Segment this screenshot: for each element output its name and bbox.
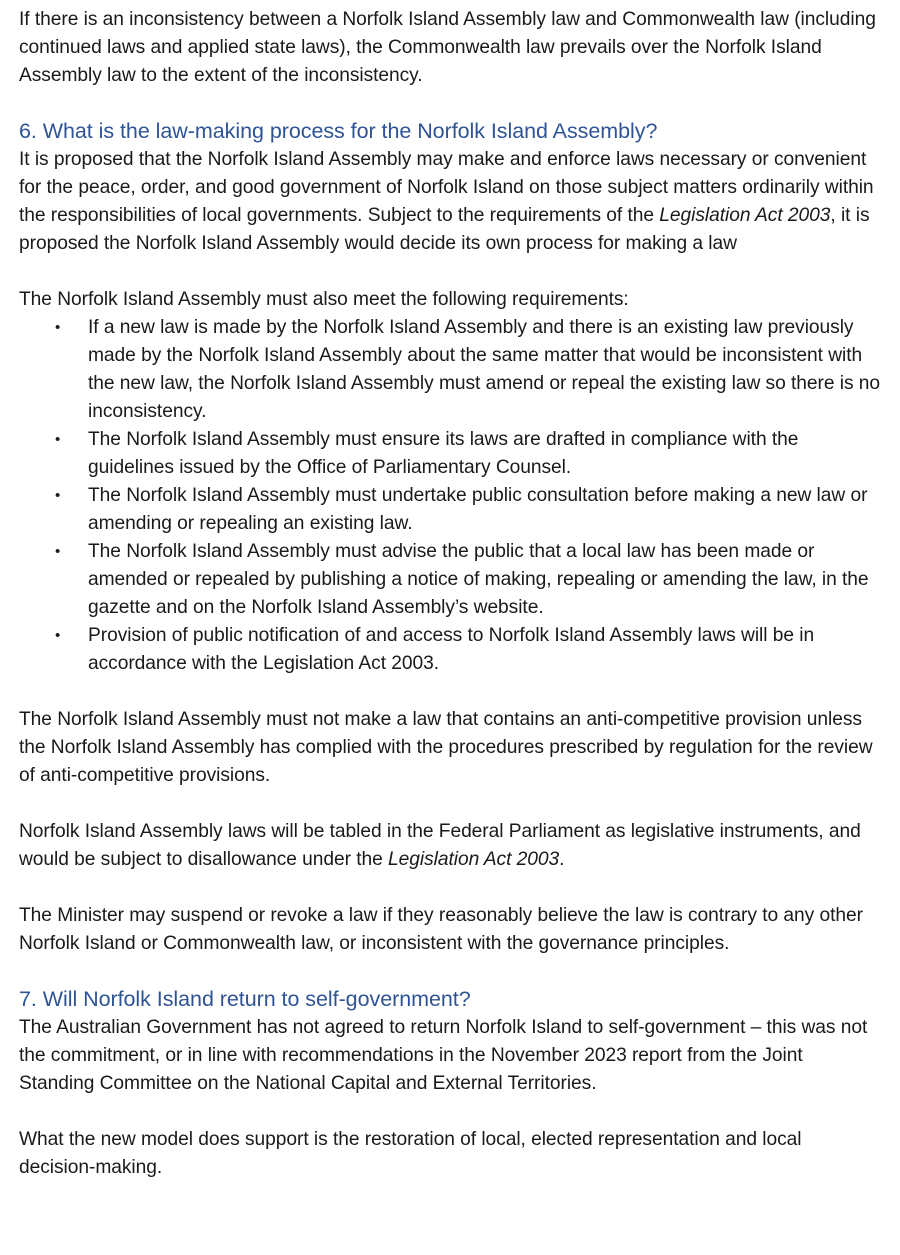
requirements-list [19,314,882,678]
section-7-paragraph-1: The Australian Government has not agreed to return Norfolk Island to self-government – this was not the commitment, or in line with recommendations in the November 2023 report from the Joint Standing Committee on the National Capital and External Territories. [19,1017,868,1094]
section-7-paragraph-2: What the new model does support is the restoration of local, elected representation and local decision-making. [19,1129,802,1178]
spacer [19,90,882,116]
list-item [19,426,882,482]
section-6-paragraph-2: The Norfolk Island Assembly must also meet the following requirements: [19,289,629,310]
list-item-text: The Norfolk Island Assembly must advise the public that a local law has been made or amended or repealed by publishing a notice of making, repealing or amending the law, in the gazette and on the Norfolk Island Assembly’s website. [88,541,869,618]
spacer [19,958,882,984]
section-6-paragraph-3: The Norfolk Island Assembly must not make a law that contains an anti-competitive provision unless the Norfolk Island Assembly has complied with the procedures prescribed by regulation for the review of anti-competitive provisions. [19,709,873,786]
list-item [19,538,882,622]
bullet-icon: • [55,431,61,448]
bullet-icon: • [55,543,61,560]
intro-paragraph: If there is an inconsistency between a Norfolk Island Assembly law and Commonwealth law (including continued laws and applied state laws), the Commonwealth law prevails over the Norfolk Island Assembly law to the extent of the inconsistency. [19,9,876,86]
list-item [19,482,882,538]
spacer [19,1098,882,1126]
list-item [19,622,882,678]
spacer [19,874,882,902]
list-item-text: If a new law is made by the Norfolk Island Assembly and there is an existing law previously made by the Norfolk Island Assembly about the same matter that would be inconsistent with the new law, the Norfolk Island Assembly must amend or repeal the existing law so there is no inconsistency. [88,317,881,422]
list-item-text: The Norfolk Island Assembly must ensure its laws are drafted in compliance with the guidelines issued by the Office of Parliamentary Counsel. [88,429,799,478]
paragraph-text: It is proposed that the Norfolk Island Assembly may make and enforce laws necessary or convenient for the peace, order, and good government of Norfolk Island on those subject matters ordinarily within the responsibilities of local governments. Subject to the requirements of the [19,149,874,226]
bullet-icon: • [55,627,61,644]
section-7-heading: 7. Will Norfolk Island return to self-government? [19,987,471,1011]
act-title-italic: Legislation Act 2003 [659,205,831,226]
bullet-icon: • [55,487,61,504]
paragraph-text: . [559,849,565,870]
spacer [19,678,882,706]
spacer [19,258,882,286]
spacer [19,790,882,818]
section-6-paragraph-1 [19,146,882,258]
list-item-text: The Norfolk Island Assembly must undertake public consultation before making a new law or amending or repealing an existing law. [88,485,868,534]
paragraph-text: Norfolk Island Assembly laws will be tabled in the Federal Parliament as legislative instruments, and would be subject to disallowance under the [19,821,861,870]
bullet-icon: • [55,319,61,336]
list-item [19,314,882,426]
section-6-paragraph-5: The Minister may suspend or revoke a law if they reasonably believe the law is contrary to any other Norfolk Island or Commonwealth law, or inconsistent with the governance principles. [19,905,863,954]
paragraph-text: , it is proposed the Norfolk Island Assembly would decide its own process for making a law [19,205,870,254]
list-item-text: Provision of public notification of and access to Norfolk Island Assembly laws will be in accordance with the Legislation Act 2003. [88,625,815,674]
section-6-paragraph-4 [19,818,882,874]
section-6-heading: 6. What is the law-making process for the Norfolk Island Assembly? [19,119,658,143]
act-title-italic: Legislation Act 2003 [388,849,560,870]
